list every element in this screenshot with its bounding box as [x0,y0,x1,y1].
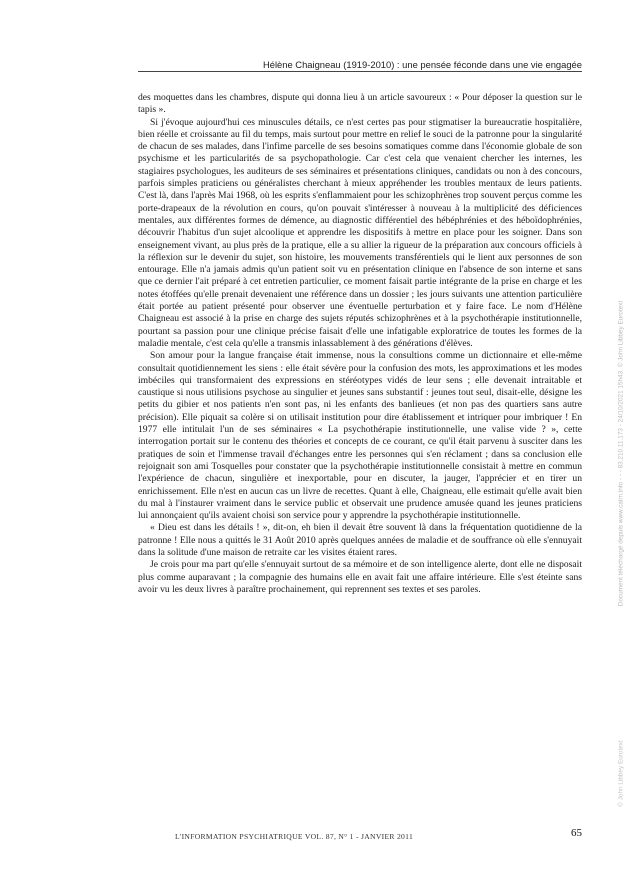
journal-footer: L'INFORMATION PSYCHIATRIQUE VOL. 87, N° 1 - JANVIER 2011 [175,832,414,841]
download-watermark: Document téléchargé depuis www.cairn.info - - - 83.210.11.173 - 24/10/2021 15h43. © John Libbey Eurotext [617,300,625,607]
paragraph-3: Son amour pour la langue française était immense, nous la consultions comme un dictionnaire et elle-même consultait quotidiennement les siens : elle était sévère pour la confusion des mots, les approximations et les modes imbéciles qui transformaient des expressions en stéréotypes vidés de leur sens ; elle devenait intraitable et caustique si nous utilisions psychose au singulier et jeunes sans substantif : jeunes tout seul, disait-elle, désigne les petits du gibier et nos patients n'en sont pas, ni les enfants des banlieues (et non pas des quartiers sans autre précision). Elle piquait sa colère si on utilisait institution pour dire établissement et intriquer pour imbriquer ! En 1977 elle intitulait l'un de ses séminaires « La psychothérapie institutionnelle, une valise vide ? », cette interrogation portait sur le contenu des théories et concepts de ce courant, ce qu'il était parvenu à susciter dans les pratiques de soin et l'immense travail d'échanges entre les personnes qui s'en réclament ; dans sa conclusion elle rejoignait son ami Tosquelles pour constater que la psychothérapie institutionnelle consistait à mettre en commun l'expérience de chacun, singulière et inexportable, pour en discuter, la jauger, l'apprécier et en tirer un enrichissement. Elle n'est en aucun cas un livre de recettes. Quant à elle, Chaigneau, elle estimait qu'elle avait bien du mal à l'instaurer vraiment dans le service public et observait une prudence amusée quand les jeunes praticiens lui annonçaient qu'ils avaient choisi son service pour y apprendre la psychothérapie institutionnelle. [138,350,582,522]
paragraph-5: Je crois pour ma part qu'elle s'ennuyait surtout de sa mémoire et de son intelligence alerte, dont elle ne disposait plus comme auparavant ; la compagnie des humains elle en avait fait une affaire intérieure. Elle s'est éteinte sans avoir vu les deux livres à paraître prochainement, qui reprennent ses textes et ses paroles. [138,559,582,595]
paragraph-2: Si j'évoque aujourd'hui ces minuscules détails, ce n'est certes pas pour stigmatiser la bureaucratie hospitalière, bien réelle et croissante au fil du temps, mais surtout pour mettre en relief le souci de la patronne pour la singularité de chacun de ses malades, dans l'infime parcelle de ses besoins somatiques comme dans l'économie globale de son psychisme et les particularités de sa psychopathologie. Car c'est cela que venaient chercher les internes, les stagiaires psychologues, les auditeurs de ses séminaires et présentations cliniques, candidats ou non à des concours, parfois simples praticiens ou généralistes cherchant à mieux appréhender les troubles mentaux de leurs patients. C'est là, dans l'après Mai 1968, où les esprits s'enflammaient pour les schizophrènes trop souvent perçus comme les porte-drapeaux de la révolution en cours, qu'on pouvait s'intéresser à nouveau à la multiplicité des déficiences mentales, aux différentes formes de démence, au diagnostic différentiel des hébéphrénies et des héboïdophrénies, découvrir l'habitus d'un sujet alcoolique et apprendre les dispositifs à mettre en place pour les soigner. Dans son enseignement vivant, au plus près de la pratique, elle a su allier la rigueur de la préparation aux concours officiels à la réflexion sur le devenir du sujet, son histoire, les mouvements transférentiels qui le lient aux personnes de son entourage. Elle n'a jamais admis qu'un patient soit vu en présentation clinique en l'absence de son interne et sans que ce dernier l'ait préparé à cet entretien particulier, ce moment faisait partie intégrante de la prise en charge et les notes étoffées qu'elle prenait devenaient une référence dans un dossier ; les jours suivants une attention particulière était portée au patient présenté pour observer une éventuelle perturbation et y faire face. Le nom d'Hélène Chaigneau est associé à la prise en charge des sujets réputés schizophrènes et à la psychothérapie institutionnelle, pourtant sa passion pour une clinique précise faisait d'elle une infatigable exploratrice de toutes les formes de la maladie mentale, c'est cela qu'elle a transmis inlassablement à des générations d'élèves. [138,116,582,349]
paragraph-1: des moquettes dans les chambres, dispute qui donna lieu à un article savoureux : « Pour déposer la question sur le tapis ». [138,92,582,116]
running-head-title: Hélène Chaigneau (1919-2010) : une pensée féconde dans une vie engagée [262,59,582,70]
article-body [138,92,582,596]
header-rule [138,71,582,72]
copyright-watermark: © John Libbey Eurotext [617,740,625,807]
page-number: 65 [571,827,582,839]
paragraph-4: « Dieu est dans les détails ! », dit-on, eh bien il devait être souvent là dans la fréquentation quotidienne de la patronne ! Elle nous a quittés le 31 Août 2010 après quelques années de maladie et de souffrance où elle s'ennuyait dans la solitude d'une maison de retraite car les visites étaient rares. [138,522,582,558]
